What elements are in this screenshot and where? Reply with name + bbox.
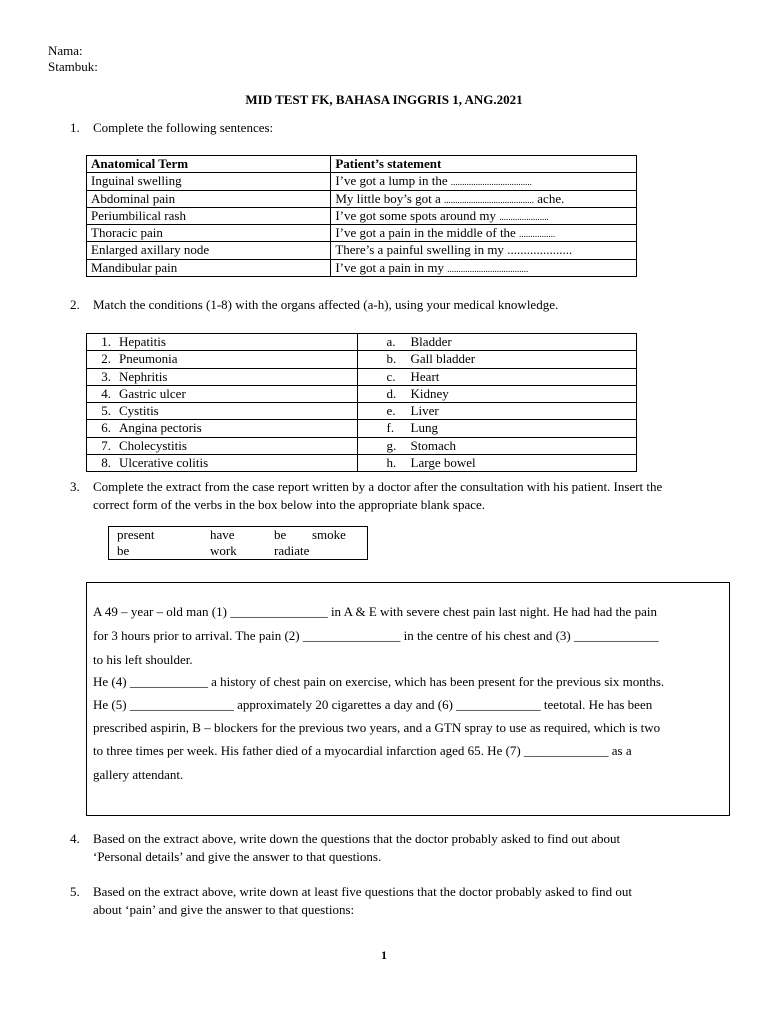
table-row — [87, 385, 637, 402]
term-cell: Abdominal pain — [87, 190, 331, 207]
organ-name: Gall bladder — [410, 351, 476, 367]
condition-cell — [87, 351, 358, 368]
matching-table — [86, 333, 637, 472]
page-number: 1 — [381, 948, 387, 962]
question-number: 4. — [70, 831, 80, 846]
question-line-1: Based on the extract above, write down the questions that the doctor probably asked to find out about — [93, 831, 621, 846]
answer-blank[interactable]: ................ — [519, 229, 556, 239]
answer-blank[interactable]: .................... — [507, 242, 573, 258]
organ-name: Large bowel — [410, 454, 476, 470]
organ-letter: a. — [386, 334, 396, 349]
condition-number: 3. — [101, 368, 111, 384]
table-row — [87, 437, 637, 454]
condition-name: Cystitis — [119, 403, 159, 418]
organ-letter: b. — [386, 351, 397, 367]
column-header-statement: Patient’s statement — [331, 156, 637, 173]
condition-number: 7. — [101, 437, 111, 453]
organ-name: Lung — [410, 420, 438, 436]
passage-line: He (4) ____________ a history of chest pain on exercise, which has been present for the previous six months. — [93, 674, 665, 689]
question-instruction: Complete the following sentences: — [93, 120, 274, 135]
condition-cell — [87, 385, 358, 402]
organ-cell — [357, 385, 636, 402]
table-row — [87, 173, 637, 190]
condition-number: 6. — [101, 420, 111, 436]
passage-line: to his left shoulder. — [93, 652, 193, 667]
statement-text: I’ve got a pain in my — [335, 259, 444, 275]
question-number: 1. — [70, 120, 80, 135]
passage-line: gallery attendant. — [93, 767, 184, 782]
anatomical-terms-table — [86, 155, 637, 277]
question-instruction-line-1: Complete the extract from the case report written by a doctor after the consultation with his patient. Insert the — [93, 479, 663, 494]
question-line-2: ‘Personal details’ and give the answer to that questions. — [93, 849, 382, 864]
passage-line: He (5) ________________ approximately 20 cigarettes a day and (6) _____________ teetotal. He has been — [93, 697, 653, 712]
passage-line: A 49 – year – old man (1) _______________ in A & E with severe chest pain last night. He had had the pain — [93, 604, 657, 619]
condition-cell — [87, 334, 358, 351]
organ-letter: f. — [386, 420, 395, 436]
verb-word: be — [117, 543, 130, 558]
page-title: MID TEST FK, BAHASA INGGRIS 1, ANG.2021 — [245, 92, 523, 107]
organ-name: Stomach — [410, 437, 457, 453]
statement-text: I’ve got some spots around my — [335, 207, 496, 223]
organ-name: Bladder — [410, 334, 452, 349]
term-cell: Enlarged axillary node — [87, 242, 331, 259]
passage-line: to three times per week. His father died of a myocardial infarction aged 65. He (7) _____________ as a — [93, 743, 632, 758]
question-number: 3. — [70, 479, 80, 494]
verb-word: have — [210, 527, 235, 542]
statement-suffix: ache. — [534, 190, 565, 206]
table-row — [87, 334, 637, 351]
condition-name: Hepatitis — [119, 334, 166, 349]
table-row — [87, 420, 637, 437]
stambuk-label: Stambuk: — [48, 59, 98, 74]
verb-word: radiate — [274, 543, 310, 558]
table-row — [87, 403, 637, 420]
organ-cell — [357, 334, 636, 351]
organ-letter: d. — [386, 385, 397, 401]
condition-name: Angina pectoris — [119, 420, 202, 436]
verb-word: smoke — [312, 527, 346, 542]
question-line-1: Based on the extract above, write down at least five questions that the doctor probably asked to find out — [93, 884, 632, 899]
condition-number: 1. — [101, 334, 111, 349]
organ-name: Heart — [410, 368, 440, 384]
organ-cell — [357, 437, 636, 454]
case-report-extract — [86, 582, 730, 816]
term-cell: Mandibular pain — [87, 259, 331, 276]
organ-cell — [357, 403, 636, 420]
statement-cell — [331, 259, 637, 276]
condition-cell — [87, 454, 358, 471]
condition-name: Pneumonia — [119, 351, 178, 367]
organ-letter: e. — [386, 403, 396, 418]
nama-label: Nama: — [48, 43, 83, 58]
organ-name: Liver — [410, 403, 439, 418]
condition-name: Ulcerative colitis — [119, 454, 209, 470]
condition-cell — [87, 437, 358, 454]
organ-letter: g. — [386, 437, 397, 453]
column-header-term: Anatomical Term — [87, 156, 331, 173]
condition-number: 4. — [101, 385, 111, 401]
organ-letter: h. — [386, 454, 397, 470]
table-row — [87, 242, 637, 259]
answer-blank[interactable]: .................................... — [450, 177, 532, 188]
table-row — [87, 351, 637, 368]
answer-blank[interactable]: .................................... — [447, 263, 529, 274]
condition-cell — [87, 403, 358, 420]
statement-text: I’ve got a pain in the middle of the — [335, 225, 516, 240]
term-cell: Thoracic pain — [87, 225, 331, 242]
statement-text: I’ve got a lump in the — [335, 173, 448, 189]
verb-box — [108, 526, 368, 560]
condition-cell — [87, 368, 358, 385]
table-row — [87, 190, 637, 207]
table-row — [87, 225, 637, 242]
statement-text: My little boy’s got a — [335, 190, 441, 206]
verb-word: present — [117, 527, 155, 542]
table-row — [87, 454, 637, 471]
statement-text: There’s a painful swelling in my — [335, 242, 504, 258]
organ-cell — [357, 351, 636, 368]
statement-cell — [331, 173, 637, 190]
table-row — [87, 259, 637, 276]
condition-cell — [87, 420, 358, 437]
question-instruction: Match the conditions (1-8) with the organs affected (a-h), using your medical knowledge. — [93, 297, 559, 312]
condition-name: Cholecystitis — [119, 437, 187, 453]
question-number: 5. — [70, 884, 80, 899]
organ-name: Kidney — [410, 385, 449, 401]
organ-cell — [357, 420, 636, 437]
answer-blank[interactable]: ...................... — [499, 211, 549, 222]
organ-cell — [357, 454, 636, 471]
table-row — [87, 207, 637, 224]
statement-cell — [331, 207, 637, 224]
question-number: 2. — [70, 297, 80, 312]
table-header-row — [87, 156, 637, 173]
verb-word: be — [274, 527, 287, 542]
table-row — [87, 368, 637, 385]
statement-cell — [331, 190, 637, 207]
passage-line: prescribed aspirin, B – blockers for the previous two years, and a GTN spray to use as required, which is two — [93, 720, 661, 735]
verb-word: work — [210, 543, 237, 558]
condition-number: 2. — [101, 351, 111, 367]
statement-cell — [331, 242, 637, 259]
condition-number: 5. — [101, 403, 111, 418]
organ-cell — [357, 368, 636, 385]
organ-letter: c. — [386, 368, 396, 384]
passage-line: for 3 hours prior to arrival. The pain (2) _______________ in the centre of his chest and (3) _____________ — [93, 628, 659, 643]
statement-cell — [331, 225, 637, 242]
condition-name: Gastric ulcer — [119, 385, 186, 401]
term-cell: Periumbilical rash — [87, 207, 331, 224]
question-line-2: about ‘pain’ and give the answer to that questions: — [93, 902, 355, 917]
answer-blank[interactable]: ........................................ — [444, 194, 535, 205]
condition-name: Nephritis — [119, 368, 168, 384]
condition-number: 8. — [101, 454, 111, 470]
term-cell: Inguinal swelling — [87, 173, 331, 190]
question-instruction-line-2: correct form of the verbs in the box below into the appropriate blank space. — [93, 497, 486, 512]
